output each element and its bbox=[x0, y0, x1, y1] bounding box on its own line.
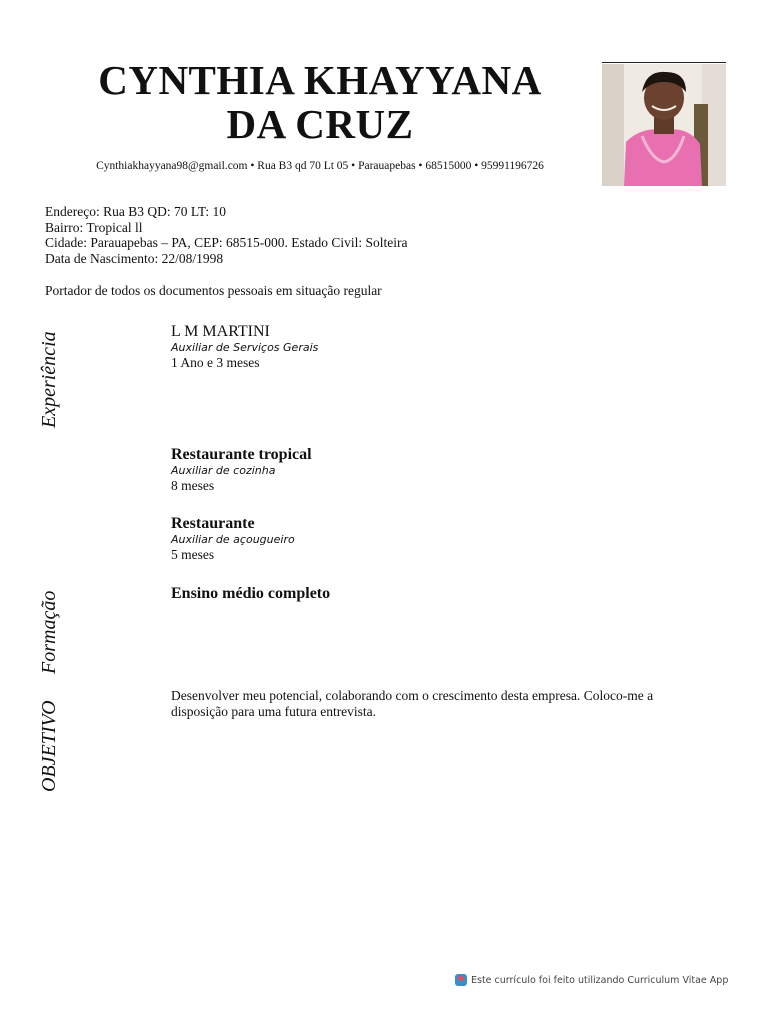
experience-role: Auxiliar de açougueiro bbox=[171, 533, 295, 546]
personal-details bbox=[45, 204, 407, 266]
name-line-2: DA CRUZ bbox=[226, 101, 414, 147]
app-logo-icon bbox=[455, 974, 467, 986]
address-line: Endereço: Rua B3 QD: 70 LT: 10 bbox=[45, 204, 227, 219]
experience-entry bbox=[171, 323, 318, 371]
experience-role: Auxiliar de cozinha bbox=[171, 464, 276, 477]
contact-info: Cynthiakhayyana98@gmail.com • Rua B3 qd 70 Lt 05 • Parauapebas • 68515000 • 95991196726 bbox=[96, 160, 544, 172]
education-title: Ensino médio completo bbox=[171, 585, 331, 602]
experience-duration: 8 meses bbox=[171, 478, 215, 493]
photo-top-rule bbox=[602, 62, 726, 63]
app-footer bbox=[455, 974, 728, 986]
experience-entry bbox=[171, 446, 312, 494]
name-line-1: CYNTHIA KHAYYANA bbox=[98, 57, 542, 103]
section-label-formacao: Formação bbox=[38, 590, 60, 674]
birthdate-line: Data de Nascimento: 22/08/1998 bbox=[45, 250, 224, 266]
experience-company: Restaurante tropical bbox=[171, 446, 312, 463]
profile-photo-illustration bbox=[602, 64, 726, 186]
experience-duration: 1 Ano e 3 meses bbox=[171, 355, 260, 370]
objective-text: Desenvolver meu potencial, colaborando com o crescimento desta empresa. Coloco-me a disposição para uma futura entrevista. bbox=[171, 688, 654, 719]
documents-statement: Portador de todos os documentos pessoais em situação regular bbox=[45, 283, 382, 298]
experience-role: Auxiliar de Serviços Gerais bbox=[171, 341, 319, 354]
experience-company: Restaurante bbox=[171, 515, 255, 532]
profile-photo bbox=[602, 64, 726, 186]
candidate-name bbox=[40, 58, 600, 146]
neighborhood-line: Bairro: Tropical ll bbox=[45, 219, 143, 235]
section-label-objetivo: OBJETIVO bbox=[38, 700, 60, 792]
section-label-experiencia: Experiência bbox=[38, 331, 60, 428]
experience-entry bbox=[171, 515, 295, 563]
experience-company: L M MARTINI bbox=[171, 323, 270, 340]
footer-text: Este currículo foi feito utilizando Curriculum Vitae App bbox=[471, 974, 729, 986]
experience-duration: 5 meses bbox=[171, 547, 215, 562]
city-line: Cidade: Parauapebas – PA, CEP: 68515-000. Estado Civil: Solteira bbox=[45, 235, 408, 251]
